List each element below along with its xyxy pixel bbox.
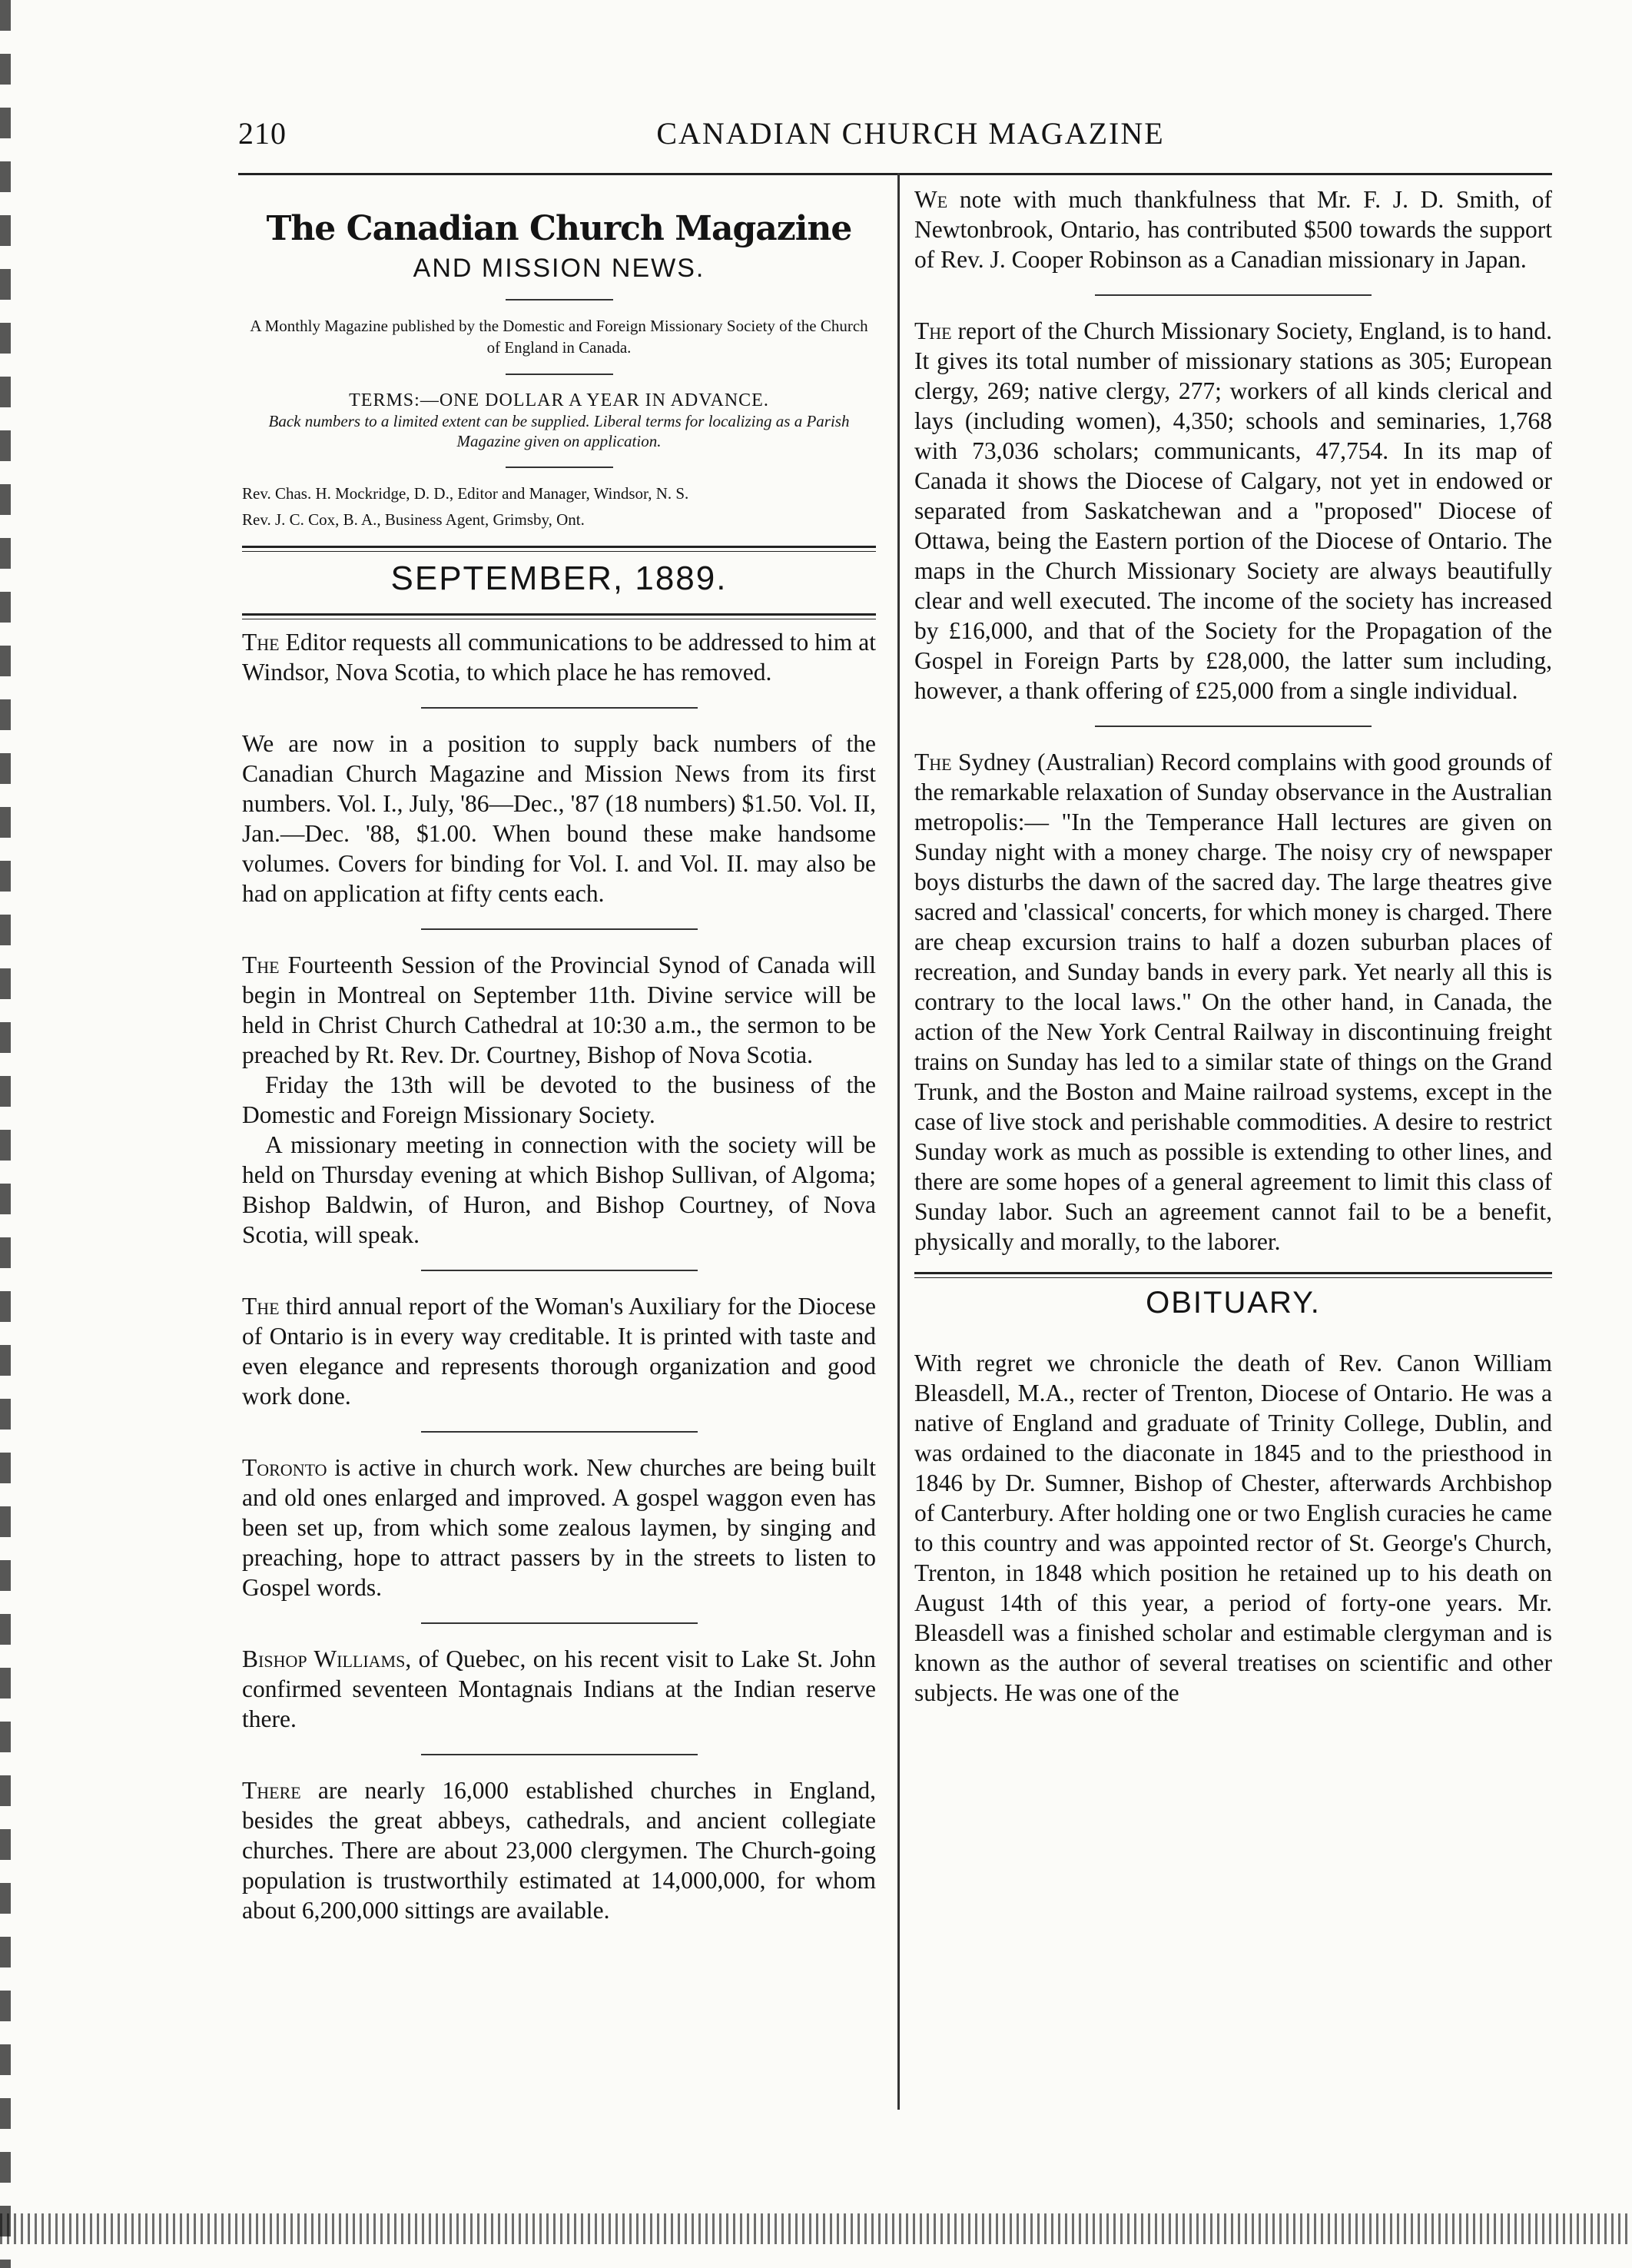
header-rule [238, 173, 1552, 175]
article-paragraph: Bishop Williams, of Quebec, on his recent visit to Lake St. John confirmed seventeen Montagnais Indians at the Indian reserve there. [242, 1645, 876, 1733]
back-numbers-note: Back numbers to a limited extent can be supplied. Liberal terms for localizing as a Parish Magazine given on application. [268, 411, 850, 451]
article-paragraph: The report of the Church Missionary Society, England, is to hand. It gives its total number of missionary stations as 305; European clergy, 269; native clergy, 277; workers of all kinds clerical and lays (including women), 4,350; schools and seminaries, 1,768 with 73,036 scholars; communicants, 47,754. In its map of Canada it shows the Diocese of Calgary, not yet in endowed or separated from Saskatchewan and a "proposed" Diocese of Ottawa, being the Eastern portion of the Diocese of Ontario. The maps in the Church Missionary Society are always beautifully clear and well executed. The income of the society has increased by £16,000, and that of the Society for the Propagation of the Gospel in Foreign Parts by £28,000, the latter sum including, however, a thank offering of £25,000 from a single individual. [914, 317, 1552, 704]
running-title: CANADIAN CHURCH MAGAZINE [656, 116, 1165, 151]
article-paragraph: A missionary meeting in connection with the society will be held on Thursday evening at which Bishop Sullivan, of Algoma; Bishop Baldwin, of Huron, and Bishop Courtney, of Nova Scotia, will speak. [242, 1131, 876, 1249]
divider [421, 1270, 698, 1271]
right-column [914, 184, 1552, 1708]
divider [506, 467, 613, 468]
article-paragraph: We note with much thankfulness that Mr. F. J. D. Smith, of Newtonbrook, Ontario, has contributed $500 towards the support of Rev. J. Cooper Robinson as a Canadian missionary in Japan. [914, 186, 1552, 273]
article-paragraph: We are now in a position to supply back numbers of the Canadian Church Magazine and Mission News from its first numbers. Vol. I., July, '86—Dec., '87 (18 numbers) $1.50. Vol. II, Jan.—Dec. '88, $1.00. When bound these make handsome volumes. Covers for binding for Vol. I. and Vol. II. may also be had on application at fifty cents each. [242, 730, 876, 908]
divider [506, 374, 613, 375]
double-rule [914, 1272, 1552, 1278]
double-rule [242, 613, 876, 619]
business-agent-line: Rev. J. C. Cox, B. A., Business Agent, Grimsby, Ont. [242, 510, 585, 529]
divider [421, 707, 698, 709]
obituary-paragraph: With regret we chronicle the death of Rev. Canon William Bleasdell, M.A., recter of Trenton, Diocese of Ontario. He was a native of England and graduate of Trinity College, Dublin, and was ordained to the diaconate in 1845 and to the priesthood in 1846 by Dr. Sumner, Bishop of Chester, afterwards Archbishop of Canterbury. After holding one or two English curacies he came to this country and was appointed rector of St. George's Church, Trenton, in 1848 which position he retained up to his death on August 14th of this year, a period of forty-one years. Mr. Bleasdell was a finished scholar and estimable clergyman and is known as the author of several treatises on scientific and other subjects. He was one of the [914, 1350, 1552, 1706]
left-column [242, 184, 876, 1925]
page-header [238, 115, 1583, 169]
article-paragraph: Friday the 13th will be devoted to the business of the Domestic and Foreign Missionary Society. [242, 1071, 876, 1129]
divider [421, 1754, 698, 1755]
divider [421, 1431, 698, 1433]
divider [421, 1622, 698, 1624]
scan-edge [0, 0, 11, 2268]
article-paragraph: The Sydney (Australian) Record complains with good grounds of the remarkable relaxation of Sunday observance in the Australian metropolis:— "In the Temperance Hall lectures are given on Sunday night with a money charge. The noisy cry of newspaper boys disturbs the dawn of the sacred day. The large theatres give sacred and 'classical' concerts, for which money is charged. There are cheap excursion trains to half a dozen suburban places of recreation, and Sunday bands in every park. Yet nearly all this is contrary to the local laws." On the other hand, in Canada, the action of the New York Central Railway in discontinuing freight trains on Sunday has led to a similar state of things on the Grand Trunk, and the Boston and Maine railroad systems, except in the case of live stock and perishable commodities. A desire to restrict Sunday work as much as possible is extending to other lines, and there are some hopes of a general agreement to limit this class of Sunday labor. Such an agreement cannot fail to be a benefit, physically and morally, to the laborer. [914, 749, 1552, 1255]
double-rule [242, 546, 876, 552]
divider [1095, 726, 1372, 727]
masthead [242, 211, 876, 530]
divider [421, 928, 698, 930]
editor-line: Rev. Chas. H. Mockridge, D. D., Editor and Manager, Windsor, N. S. [242, 484, 689, 503]
page-number: 210 [238, 116, 287, 151]
scan-bottom-edge [0, 2213, 1632, 2244]
divider [506, 299, 613, 301]
terms: TERMS:—ONE DOLLAR A YEAR IN ADVANCE. [349, 390, 769, 410]
masthead-title: The Canadian Church Magazine [266, 209, 852, 248]
masthead-description: A Monthly Magazine published by the Domestic and Foreign Missionary Society of the Church of England in Canada. [250, 317, 868, 357]
article-paragraph: The Editor requests all communications to be addressed to him at Windsor, Nova Scotia, to which place he has removed. [242, 629, 876, 686]
issue-date: SEPTEMBER, 1889. [390, 560, 728, 598]
article-paragraph: There are nearly 16,000 established churches in England, besides the great abbeys, cathedrals, and ancient collegiate churches. There are about 23,000 clergymen. The Church-going population is trustworthily estimated at 14,000,000, for whom about 6,200,000 sittings are available. [242, 1777, 876, 1924]
column-divider [897, 173, 900, 2110]
article-paragraph: The Fourteenth Session of the Provincial Synod of Canada will begin in Montreal on September 11th. Divine service will be held in Christ Church Cathedral at 10:30 a.m., the sermon to be preached by Rt. Rev. Dr. Courtney, Bishop of Nova Scotia. [242, 951, 876, 1069]
masthead-subtitle: AND MISSION NEWS. [413, 254, 705, 284]
obituary-heading: OBITUARY. [1146, 1286, 1321, 1320]
divider [1095, 294, 1372, 296]
article-paragraph: Toronto is active in church work. New churches are being built and old ones enlarged and improved. A gospel waggon even has been set up, from which some zealous laymen, by singing and preaching, hope to attract passers by in the streets to listen to Gospel words. [242, 1454, 876, 1602]
article-paragraph: The third annual report of the Woman's Auxiliary for the Diocese of Ontario is in every way creditable. It is printed with taste and even elegance and represents thorough organization and good work done. [242, 1293, 876, 1410]
